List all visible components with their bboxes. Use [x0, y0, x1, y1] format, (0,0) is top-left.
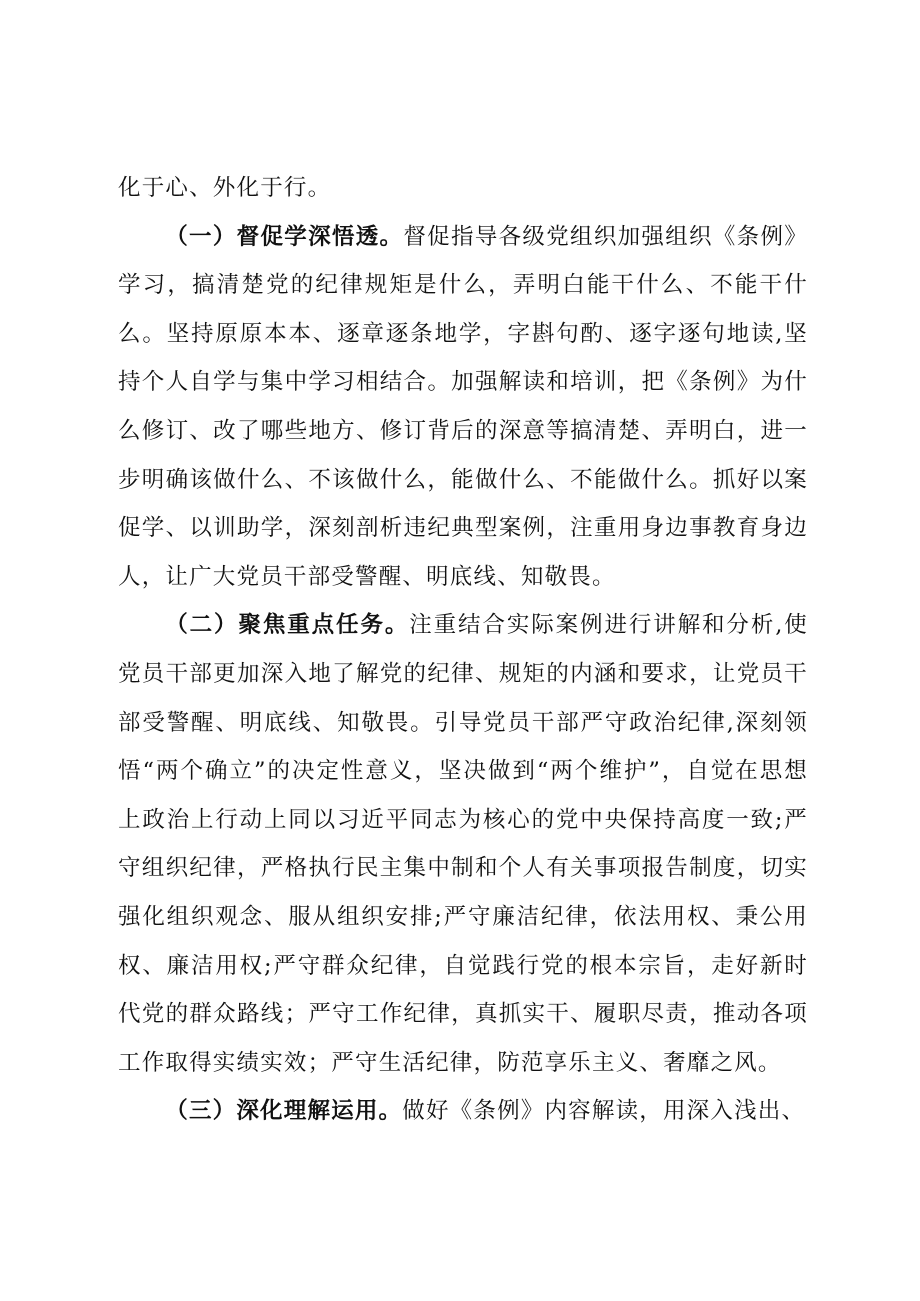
opening-paragraph — [118, 164, 808, 213]
document-body — [118, 164, 808, 1136]
section-2-heading: （二）聚焦重点任务。 — [165, 612, 410, 639]
section-1-heading: （一）督促学深悟透。 — [165, 223, 404, 250]
section-1-paragraph — [118, 213, 808, 602]
section-3-body: 做好《条例》内容解读，用深入浅出、 — [402, 1098, 806, 1125]
section-1-body: 督促指导各级党组织加强组织《条例》学习，搞清楚党的纪律规矩是什么，弄明白能干什么、不能干什么。坚持原原本本、逐章逐条地学，字斟句酌、逐字逐句地读,坚持个人自学与集中学习相结合。加强解读和培训，把《条例》为什么修订、改了哪些地方、修订背后的深意等搞清楚、弄明白，进一步明确该做什么、不该做什么，能做什么、不能做什么。抓好以案促学、以训助学，深刻剖析违纪典型案例，注重用身边事教育身边人，让广大党员干部受警醒、明底线、知敬畏。 — [118, 223, 808, 590]
section-3-paragraph — [118, 1087, 808, 1136]
opening-line: 化于心、外化于行。 — [118, 175, 332, 201]
section-2-body: 注重结合实际案例进行讲解和分析,使党员干部更加深入地了解党的纪律、规矩的内涵和要求，让党员干部受警醒、明底线、知敬畏。引导党员干部严守政治纪律,深刻领悟“两个确立”的决定性意义，坚决做到“两个维护”，自觉在思想上政治上行动上同以习近平同志为核心的党中央保持高度一致;严守组织纪律，严格执行民主集中制和个人有关事项报告制度，切实强化组织观念、服从组织安排;严守廉洁纪律，依法用权、秉公用权、廉洁用权;严守群众纪律，自觉践行党的根本宗旨，走好新时代党的群众路线；严守工作纪律，真抓实干、履职尽责，推动各项工作取得实绩实效；严守生活纪律，防范享乐主义、奢靡之风。 — [118, 612, 808, 1076]
section-2-paragraph — [118, 601, 808, 1087]
section-3-heading: （三）深化理解运用。 — [165, 1098, 403, 1125]
